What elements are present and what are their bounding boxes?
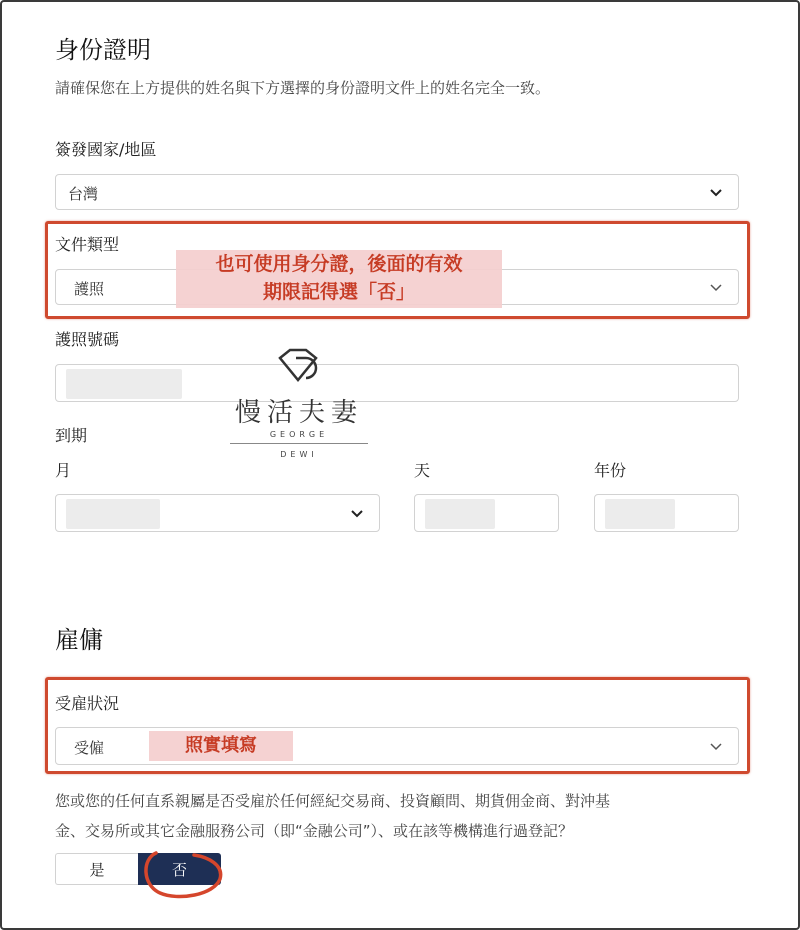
watermark-logo [230, 346, 368, 466]
financial-question [55, 786, 610, 846]
redacted-value [605, 499, 675, 529]
employment-title: 雇傭 [55, 626, 103, 654]
month-label: 月 [55, 461, 72, 480]
diamond-logo-icon [276, 346, 320, 386]
redacted-value [66, 369, 182, 399]
country-label: 簽發國家/地區 [55, 140, 157, 159]
annotation-line-2: 期限記得選「否」 [262, 281, 415, 303]
watermark-sub1: GEORGE [230, 430, 368, 444]
chevron-down-icon [708, 184, 724, 200]
employment-status-annotation: 照實填寫 [149, 731, 293, 761]
financial-question-line-1: 您或您的任何直系親屬是否受雇於任何經紀交易商、投資顧問、期貨佣金商、對沖基 [55, 792, 611, 810]
chevron-down-icon [349, 505, 365, 521]
yes-button[interactable]: 是 [55, 853, 138, 885]
day-input[interactable] [414, 494, 559, 532]
year-label: 年份 [594, 461, 627, 480]
identity-title: 身份證明 [55, 36, 151, 64]
identity-description: 請確保您在上方提供的姓名與下方選擇的身份證明文件上的姓名完全一致。 [55, 79, 551, 97]
no-button[interactable]: 否 [138, 853, 221, 885]
passport-number-label: 護照號碼 [55, 330, 120, 349]
watermark-text: 慢活夫妻 [234, 398, 363, 428]
employment-status-value: 受僱 [74, 739, 105, 757]
year-input[interactable] [594, 494, 739, 532]
month-select[interactable] [55, 494, 380, 532]
day-label: 天 [414, 461, 431, 480]
financial-question-line-2: 金、交易所或其它金融服務公司（即“金融公司”）、或在該等機構進行過登記？ [55, 822, 574, 840]
annotation-line-1: 也可使用身分證，後面的有效 [215, 253, 463, 275]
country-select[interactable] [55, 174, 739, 210]
redacted-value [425, 499, 495, 529]
country-value: 台灣 [68, 185, 99, 203]
passport-number-input[interactable] [55, 364, 739, 402]
employment-status-label: 受雇狀況 [55, 694, 120, 713]
doc-type-label: 文件類型 [55, 235, 120, 254]
expiry-label: 到期 [55, 426, 88, 445]
doc-type-value: 護照 [74, 280, 105, 298]
circle-annotation-mark [138, 845, 230, 903]
doc-type-annotation [176, 250, 502, 308]
redacted-value [66, 499, 160, 529]
watermark-sub2: DEWI [280, 450, 318, 459]
